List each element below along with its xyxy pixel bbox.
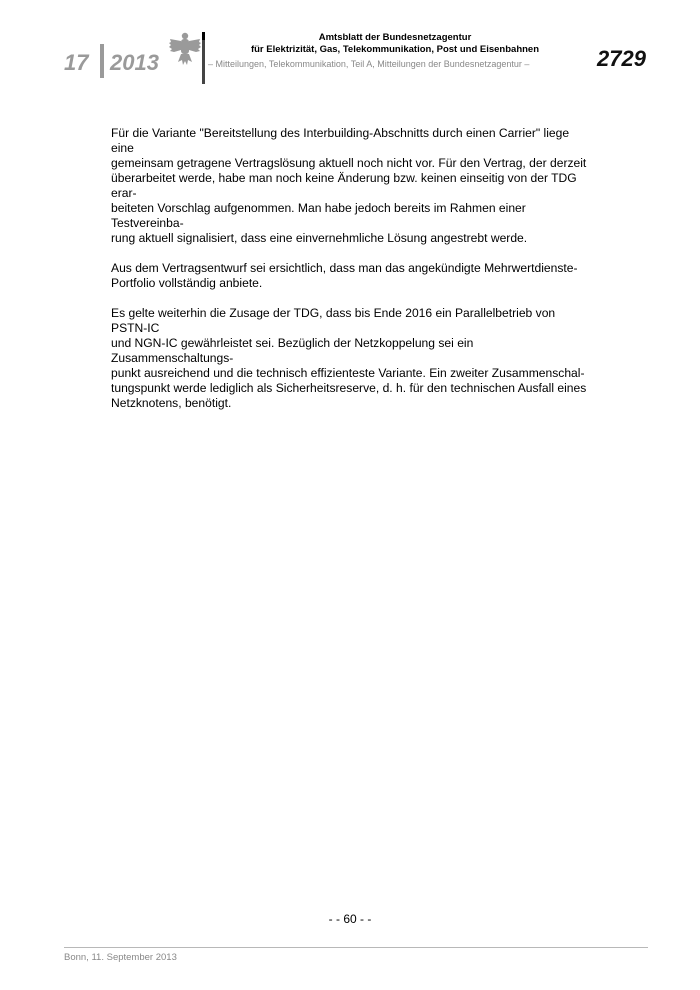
gazette-title (206, 32, 584, 56)
gazette-title-line-1: Amtsblatt der Bundesnetzagentur (318, 32, 472, 43)
text-line: tungspunkt werde lediglich als Sicherheitsreserve, d. h. für den technischen Ausfall eines (111, 381, 587, 395)
text-line: Es gelte weiterhin die Zusage der TDG, dass bis Ende 2016 ein Parallelbetrieb von PSTN-IC (111, 306, 556, 335)
document-body (111, 126, 590, 426)
text-line: und NGN-IC gewährleistet sei. Bezüglich der Netzkoppelung sei ein Zusammenschaltungs- (111, 336, 474, 365)
header-separator (202, 36, 205, 84)
issue-label (64, 46, 159, 80)
text-line: Portfolio vollständig anbiete. (111, 276, 263, 290)
footer-place-date: Bonn, 11. September 2013 (64, 952, 177, 963)
federal-eagle-icon (168, 30, 202, 70)
issue-divider (100, 44, 104, 78)
text-line: Aus dem Vertragsentwurf sei ersichtlich, dass man das angekündigte Mehrwertdienste- (111, 261, 578, 275)
header-separator-cap (202, 32, 205, 40)
text-line: rung aktuell signalisiert, dass eine einvernehmliche Lösung angestrebt werde. (111, 231, 528, 245)
text-line: Für die Variante "Bereitstellung des Interbuilding-Abschnitts durch einen Carrier" liege eine (111, 126, 570, 155)
issue-number: 17 (64, 50, 89, 75)
issue-year: 2013 (110, 50, 159, 75)
gazette-title-line-2: für Elektrizität, Gas, Telekommunikation, Post und Eisenbahnen (250, 44, 540, 55)
text-line: punkt ausreichend und die technisch effizienteste Variante. Ein zweiter Zusammenschal- (111, 366, 585, 380)
paragraph (111, 306, 590, 411)
paragraph (111, 261, 590, 291)
inner-page-marker: - - 60 - - (328, 912, 372, 926)
page-number: 2729 (597, 46, 646, 71)
footer-rule (64, 947, 648, 948)
text-line: gemeinsam getragene Vertragslösung aktuell noch nicht vor. Für den Vertrag, der derzeit (111, 156, 587, 170)
gazette-section: – Mitteilungen, Telekommunikation, Teil A, Mitteilungen der Bundesnetzagentur – (208, 59, 530, 69)
paragraph (111, 126, 590, 246)
text-line: beiteten Vorschlag aufgenommen. Man habe jedoch bereits im Rahmen einer Testvereinba- (111, 201, 526, 230)
text-line: Netzknotens, benötigt. (111, 396, 232, 410)
text-line: überarbeitet werde, habe man noch keine Änderung bzw. keinen einseitig von der TDG erar- (111, 171, 577, 200)
